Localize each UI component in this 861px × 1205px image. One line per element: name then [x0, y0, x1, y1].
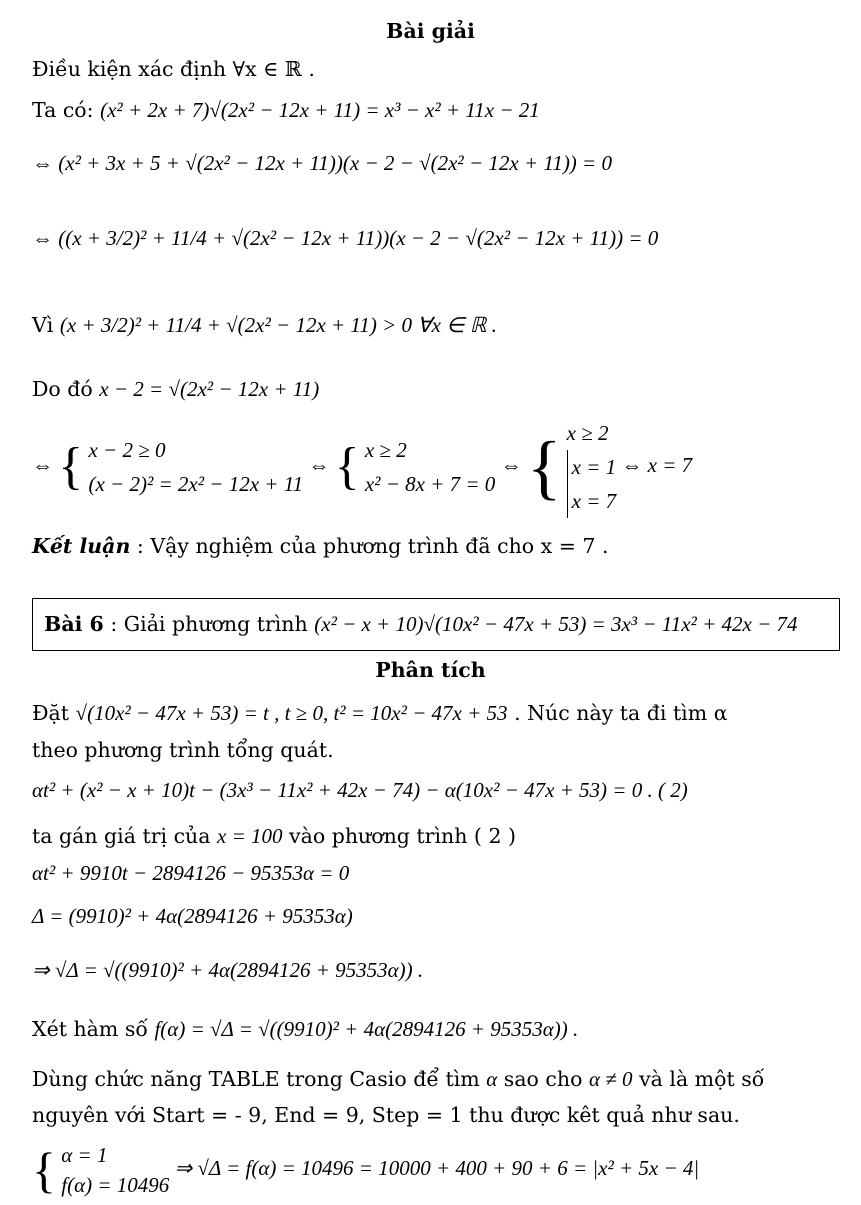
conclusion-text: : Vậy nghiệm của phương trình đã cho x = 7 . [136, 534, 609, 558]
brace: { [526, 427, 562, 507]
solution-heading: Bài giải [386, 19, 475, 43]
general-equation-intro: theo phương trình tổng quát. [32, 738, 334, 762]
system-1 [88, 433, 303, 501]
system-1-row-b: (x − 2)² = 2x² − 12x + 11 [88, 472, 304, 496]
function-definition [32, 1016, 578, 1042]
general-equation: αt² + (x² − x + 10)t − (3x³ − 11x² + 42x − 74) − α(10x² − 47x + 53) = 0 . ( 2) [32, 778, 688, 802]
substitution-suffix: . Núc này ta đi tìm α [514, 701, 728, 725]
function-math: f(α) = √Δ = √((9910)² + 4α(2894126 + 95353α)) . [154, 1017, 579, 1041]
system-result: ⇔ x = 7 [621, 452, 693, 477]
given-prefix: Ta có: [32, 98, 94, 122]
casio-alpha: α [486, 1067, 498, 1091]
casio-alpha-nonzero: α ≠ 0 [588, 1067, 633, 1091]
assign-prefix: ta gán giá trị của [32, 824, 211, 848]
result-f-alpha: f(α) = 10496 [61, 1173, 170, 1197]
result-expression: ⇒ √Δ = f(α) = 10496 = 10000 + 400 + 90 + 6 = |x² + 5x − 4| [174, 1155, 700, 1180]
problem-equation: (x² − x + 10)√(10x² − 47x + 53) = 3x³ − 11x² + 42x − 74 [314, 612, 798, 636]
brace: { [58, 438, 84, 495]
problem-label: Bài 6 [44, 612, 104, 636]
substitution-prefix: Đặt [32, 701, 70, 725]
assign-suffix: vào phương trình ( 2 ) [289, 824, 517, 848]
system-2 [365, 433, 495, 501]
result-system [61, 1140, 169, 1200]
assign-math: x = 100 [217, 824, 283, 848]
positivity-claim [32, 312, 497, 338]
factored-equation: ⇔ (x² + 3x + 5 + √(2x² − 12x + 11))(x − 2 − √(2x² − 12x + 11)) = 0 [32, 151, 612, 175]
completed-square-equation: ⇔ ((x + 3/2)² + 11/4 + √(2x² − 12x + 11))(x − 2 − √(2x² − 12x + 11)) = 0 [32, 226, 659, 250]
system-2-row-b: x² − 8x + 7 = 0 [364, 472, 496, 496]
equiv-symbol: ⇔ [500, 452, 522, 477]
problem-text: : Giải phương trình [110, 612, 308, 636]
given-equation-line [32, 97, 540, 123]
positivity-prefix: Vì [32, 313, 54, 337]
casio-mid: sao cho [503, 1067, 583, 1091]
positivity-math: (x + 3/2)² + 11/4 + √(2x² − 12x + 11) > 0 ∀x ∈ ℝ . [59, 313, 497, 337]
brace: { [334, 438, 360, 495]
sqrt-discriminant: ⇒ √Δ = √((9910)² + 4α(2894126 + 95353α)) . [32, 958, 424, 982]
problem-statement [44, 611, 798, 637]
conclusion-label: Kết luận [32, 534, 131, 558]
conclusion [32, 533, 609, 559]
equiv-symbol: ⇔ [308, 452, 330, 477]
result-line [32, 1140, 699, 1200]
casio-prefix: Dùng chức năng TABLE trong Casio để tìm [32, 1067, 480, 1091]
reduced-equation [32, 376, 319, 402]
result-alpha: α = 1 [61, 1143, 108, 1167]
analysis-heading: Phân tích [375, 658, 486, 682]
table-settings-line: nguyên với Start = - 9, End = 9, Step = 1 thu được kêt quả như sau. [32, 1103, 740, 1127]
discriminant: Δ = (9910)² + 4α(2894126 + 95353α) [32, 904, 353, 928]
system-3-row-b: x = 1 [567, 450, 617, 484]
system-3-row-a: x ≥ 2 [566, 421, 609, 445]
numeric-equation: αt² + 9910t − 2894126 − 95353α = 0 [32, 861, 350, 885]
system-chain [32, 416, 692, 518]
reduced-prefix: Do đó [32, 377, 93, 401]
given-equation: (x² + 2x + 7)√(2x² − 12x + 11) = x³ − x² + 11x − 21 [100, 98, 540, 122]
brace: { [32, 1142, 56, 1198]
casio-table-line [32, 1066, 764, 1092]
assign-value-line [32, 823, 516, 849]
function-prefix: Xét hàm số [32, 1017, 148, 1041]
substitution-math: √(10x² − 47x + 53) = t , t ≥ 0, t² = 10x² − 47x + 53 [75, 701, 508, 725]
equiv-symbol: ⇔ [32, 452, 53, 477]
system-3 [567, 416, 617, 518]
substitution-line [32, 700, 728, 726]
system-2-row-a: x ≥ 2 [364, 438, 407, 462]
casio-suffix: và là một số [639, 1067, 765, 1091]
reduced-math: x − 2 = √(2x² − 12x + 11) [99, 377, 320, 401]
system-1-row-a: x − 2 ≥ 0 [88, 438, 166, 462]
domain-condition: Điều kiện xác định ∀x ∈ ℝ . [32, 57, 315, 81]
system-3-row-c: x = 7 [567, 484, 617, 518]
